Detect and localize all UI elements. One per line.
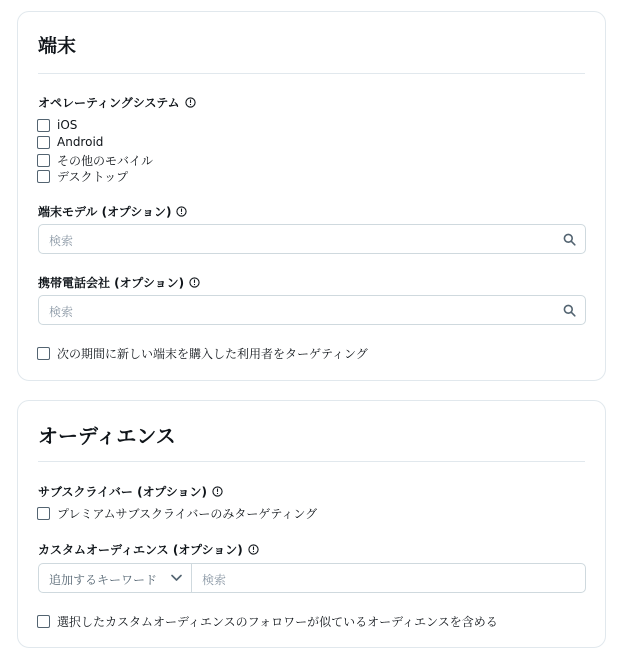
divider — [38, 73, 585, 74]
option-label: デスクトップ — [57, 170, 129, 184]
carrier-label-text: 携帯電話会社 (オプション) — [38, 276, 185, 290]
checkbox[interactable] — [37, 136, 50, 149]
search-placeholder: 検索 — [49, 305, 74, 319]
custom-audience-label-text: カスタムオーディエンス (オプション) — [38, 543, 243, 557]
subscribers-label-text: サブスクライバー (オプション) — [38, 485, 207, 499]
search-placeholder: 検索 — [202, 573, 227, 587]
device-card — [17, 11, 606, 381]
new-device-checkbox-row[interactable] — [37, 345, 368, 362]
info-icon[interactable] — [189, 277, 200, 288]
checkbox[interactable] — [37, 170, 50, 183]
option-label: Android — [57, 135, 104, 149]
audience-section-title: オーディエンス — [38, 424, 176, 448]
os-label-text: オペレーティングシステム — [38, 96, 180, 110]
search-icon — [563, 304, 576, 317]
checkbox[interactable] — [37, 347, 50, 360]
carrier-label — [38, 274, 200, 291]
custom-audience-label — [38, 541, 259, 558]
subscribers-label — [38, 483, 223, 500]
premium-subscribers-checkbox-row[interactable] — [37, 505, 317, 522]
new-device-label: 次の期間に新しい端末を購入した利用者をターゲティング — [57, 347, 368, 361]
device-model-search-input[interactable] — [38, 224, 586, 254]
option-label: その他のモバイル — [57, 154, 154, 168]
os-label — [38, 94, 196, 111]
info-icon[interactable] — [248, 544, 259, 555]
divider — [38, 461, 585, 462]
option-label: iOS — [57, 118, 78, 132]
info-icon[interactable] — [212, 486, 223, 497]
os-option-other-mobile[interactable] — [37, 152, 153, 169]
keyword-select[interactable] — [38, 563, 192, 593]
premium-subscribers-label: プレミアムサブスクライバーのみターゲティング — [57, 507, 318, 521]
custom-audience-search-input[interactable] — [191, 563, 586, 593]
info-icon[interactable] — [176, 206, 187, 217]
info-icon[interactable] — [185, 97, 196, 108]
os-option-ios[interactable] — [37, 118, 77, 132]
chevron-down-icon — [171, 574, 182, 582]
search-placeholder: 検索 — [49, 234, 74, 248]
os-option-desktop[interactable] — [37, 168, 128, 185]
custom-audience-combo — [38, 563, 586, 593]
checkbox[interactable] — [37, 119, 50, 132]
os-option-android[interactable] — [37, 135, 103, 149]
lookalike-label: 選択したカスタムオーディエンスのフォロワーが似ているオーディエンスを含める — [57, 615, 498, 629]
checkbox[interactable] — [37, 507, 50, 520]
search-icon — [563, 233, 576, 246]
checkbox[interactable] — [37, 154, 50, 167]
lookalike-checkbox-row[interactable] — [37, 613, 498, 630]
carrier-search-input[interactable] — [38, 295, 586, 325]
keyword-select-value: 追加するキーワード — [49, 573, 158, 587]
device-model-label-text: 端末モデル (オプション) — [38, 205, 172, 219]
checkbox[interactable] — [37, 615, 50, 628]
device-section-title: 端末 — [38, 35, 77, 57]
device-model-label — [38, 203, 187, 220]
audience-card — [17, 400, 606, 648]
